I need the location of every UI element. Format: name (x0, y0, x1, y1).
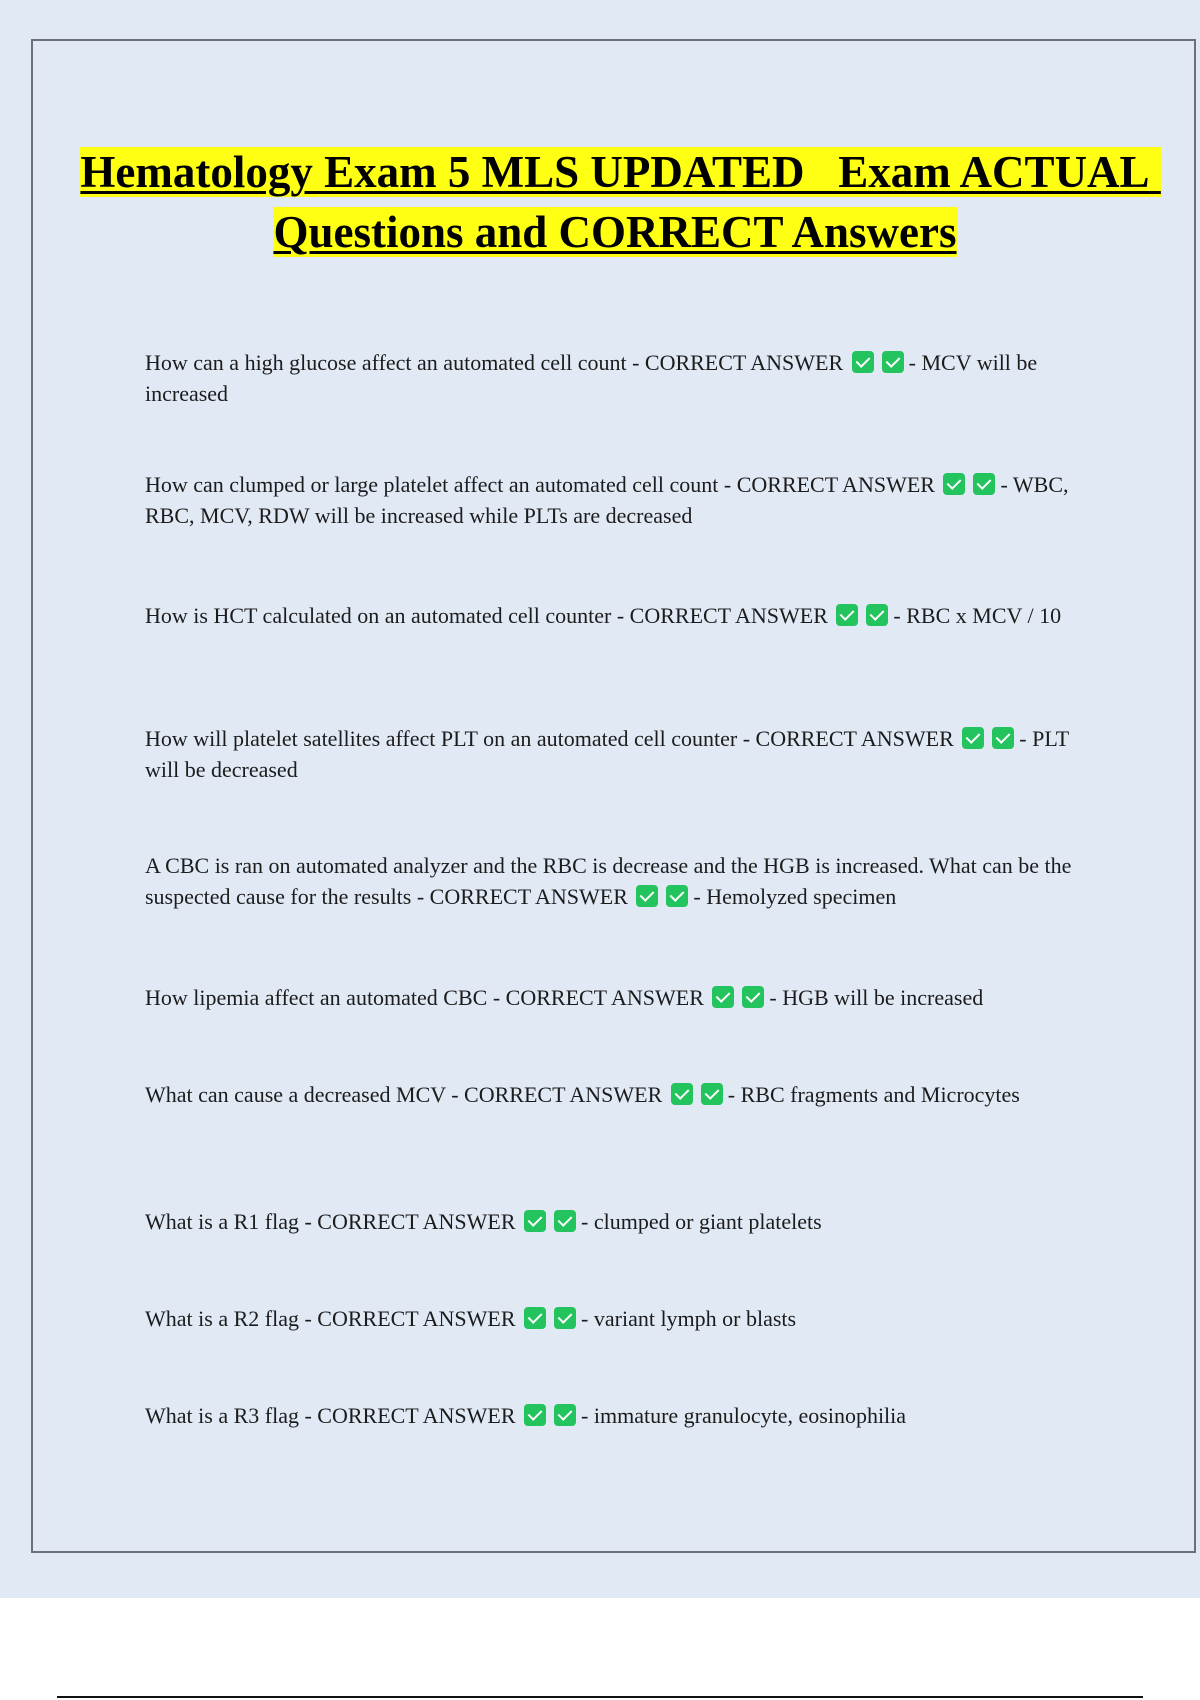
check-icon (866, 604, 888, 626)
check-icon (524, 1307, 546, 1329)
separator: - (1019, 726, 1033, 751)
question-text: How lipemia affect an automated CBC - CORRECT ANSWER (145, 985, 704, 1010)
separator: - (908, 350, 922, 375)
check-icon (554, 1404, 576, 1426)
qa-item (145, 347, 1080, 409)
answer-text: HGB will be increased (782, 985, 984, 1010)
qa-item (145, 1079, 1080, 1110)
check-icon (992, 727, 1014, 749)
check-icon (852, 351, 874, 373)
check-icon (524, 1210, 546, 1232)
question-text: What can cause a decreased MCV - CORRECT ANSWER (145, 1082, 663, 1107)
document-title-text: Hematology Exam 5 MLS UPDATED Exam ACTUAL Questions and CORRECT Answers (80, 147, 1161, 257)
qa-item (145, 982, 1080, 1013)
qa-item (145, 1400, 1080, 1431)
answer-text: immature granulocyte, eosinophilia (593, 1403, 907, 1428)
separator: - (581, 1209, 594, 1234)
separator: - (893, 603, 907, 628)
check-icon (666, 885, 688, 907)
qa-item (145, 469, 1080, 531)
check-icon (882, 351, 904, 373)
check-icon (836, 604, 858, 626)
check-icon (742, 986, 764, 1008)
question-text: How can a high glucose affect an automated cell count - CORRECT ANSWER (145, 350, 844, 375)
qa-item (145, 723, 1080, 785)
separator: - (693, 884, 707, 909)
answer-text: variant lymph or blasts (593, 1306, 797, 1331)
check-icon (636, 885, 658, 907)
answer-text: clumped or giant platelets (593, 1209, 822, 1234)
question-text: A CBC is ran on automated analyzer and the RBC is decrease and the HGB is increased. What can be the suspected cause for the results - CORRECT ANSWER (145, 853, 1072, 909)
check-icon (701, 1083, 723, 1105)
question-text: What is a R3 flag - CORRECT ANSWER (145, 1403, 516, 1428)
footer-rule (57, 1696, 1143, 1698)
question-text: How is HCT calculated on an automated cell counter - CORRECT ANSWER (145, 603, 828, 628)
separator: - (727, 1082, 741, 1107)
separator: - (581, 1403, 594, 1428)
answer-text: RBC fragments and Microcytes (740, 1082, 1020, 1107)
answer-text: WBC, RBC, MCV, RDW will be increased while PLTs are decreased (145, 472, 1069, 528)
separator: - (769, 985, 783, 1010)
question-text: What is a R1 flag - CORRECT ANSWER (145, 1209, 516, 1234)
separator: - (1000, 472, 1013, 497)
qa-item (145, 1206, 1080, 1237)
check-icon (524, 1404, 546, 1426)
separator: - (581, 1306, 594, 1331)
check-icon (943, 473, 965, 495)
check-icon (973, 473, 995, 495)
answer-text: Hemolyzed specimen (706, 884, 897, 909)
question-text: What is a R2 flag - CORRECT ANSWER (145, 1306, 516, 1331)
document-title (60, 142, 1170, 262)
answer-text: RBC x MCV / 10 (906, 603, 1062, 628)
question-text: How can clumped or large platelet affect an automated cell count - CORRECT ANSWER (145, 472, 935, 497)
check-icon (962, 727, 984, 749)
qa-item (145, 1303, 1080, 1334)
answer-text: MCV will be increased (145, 350, 1038, 406)
check-icon (671, 1083, 693, 1105)
qa-item (145, 600, 1080, 631)
check-icon (554, 1210, 576, 1232)
check-icon (554, 1307, 576, 1329)
check-icon (712, 986, 734, 1008)
question-text: How will platelet satellites affect PLT on an automated cell counter - CORRECT ANSWER (145, 726, 954, 751)
qa-item (145, 850, 1080, 912)
answer-text: PLT will be decreased (145, 726, 1069, 782)
